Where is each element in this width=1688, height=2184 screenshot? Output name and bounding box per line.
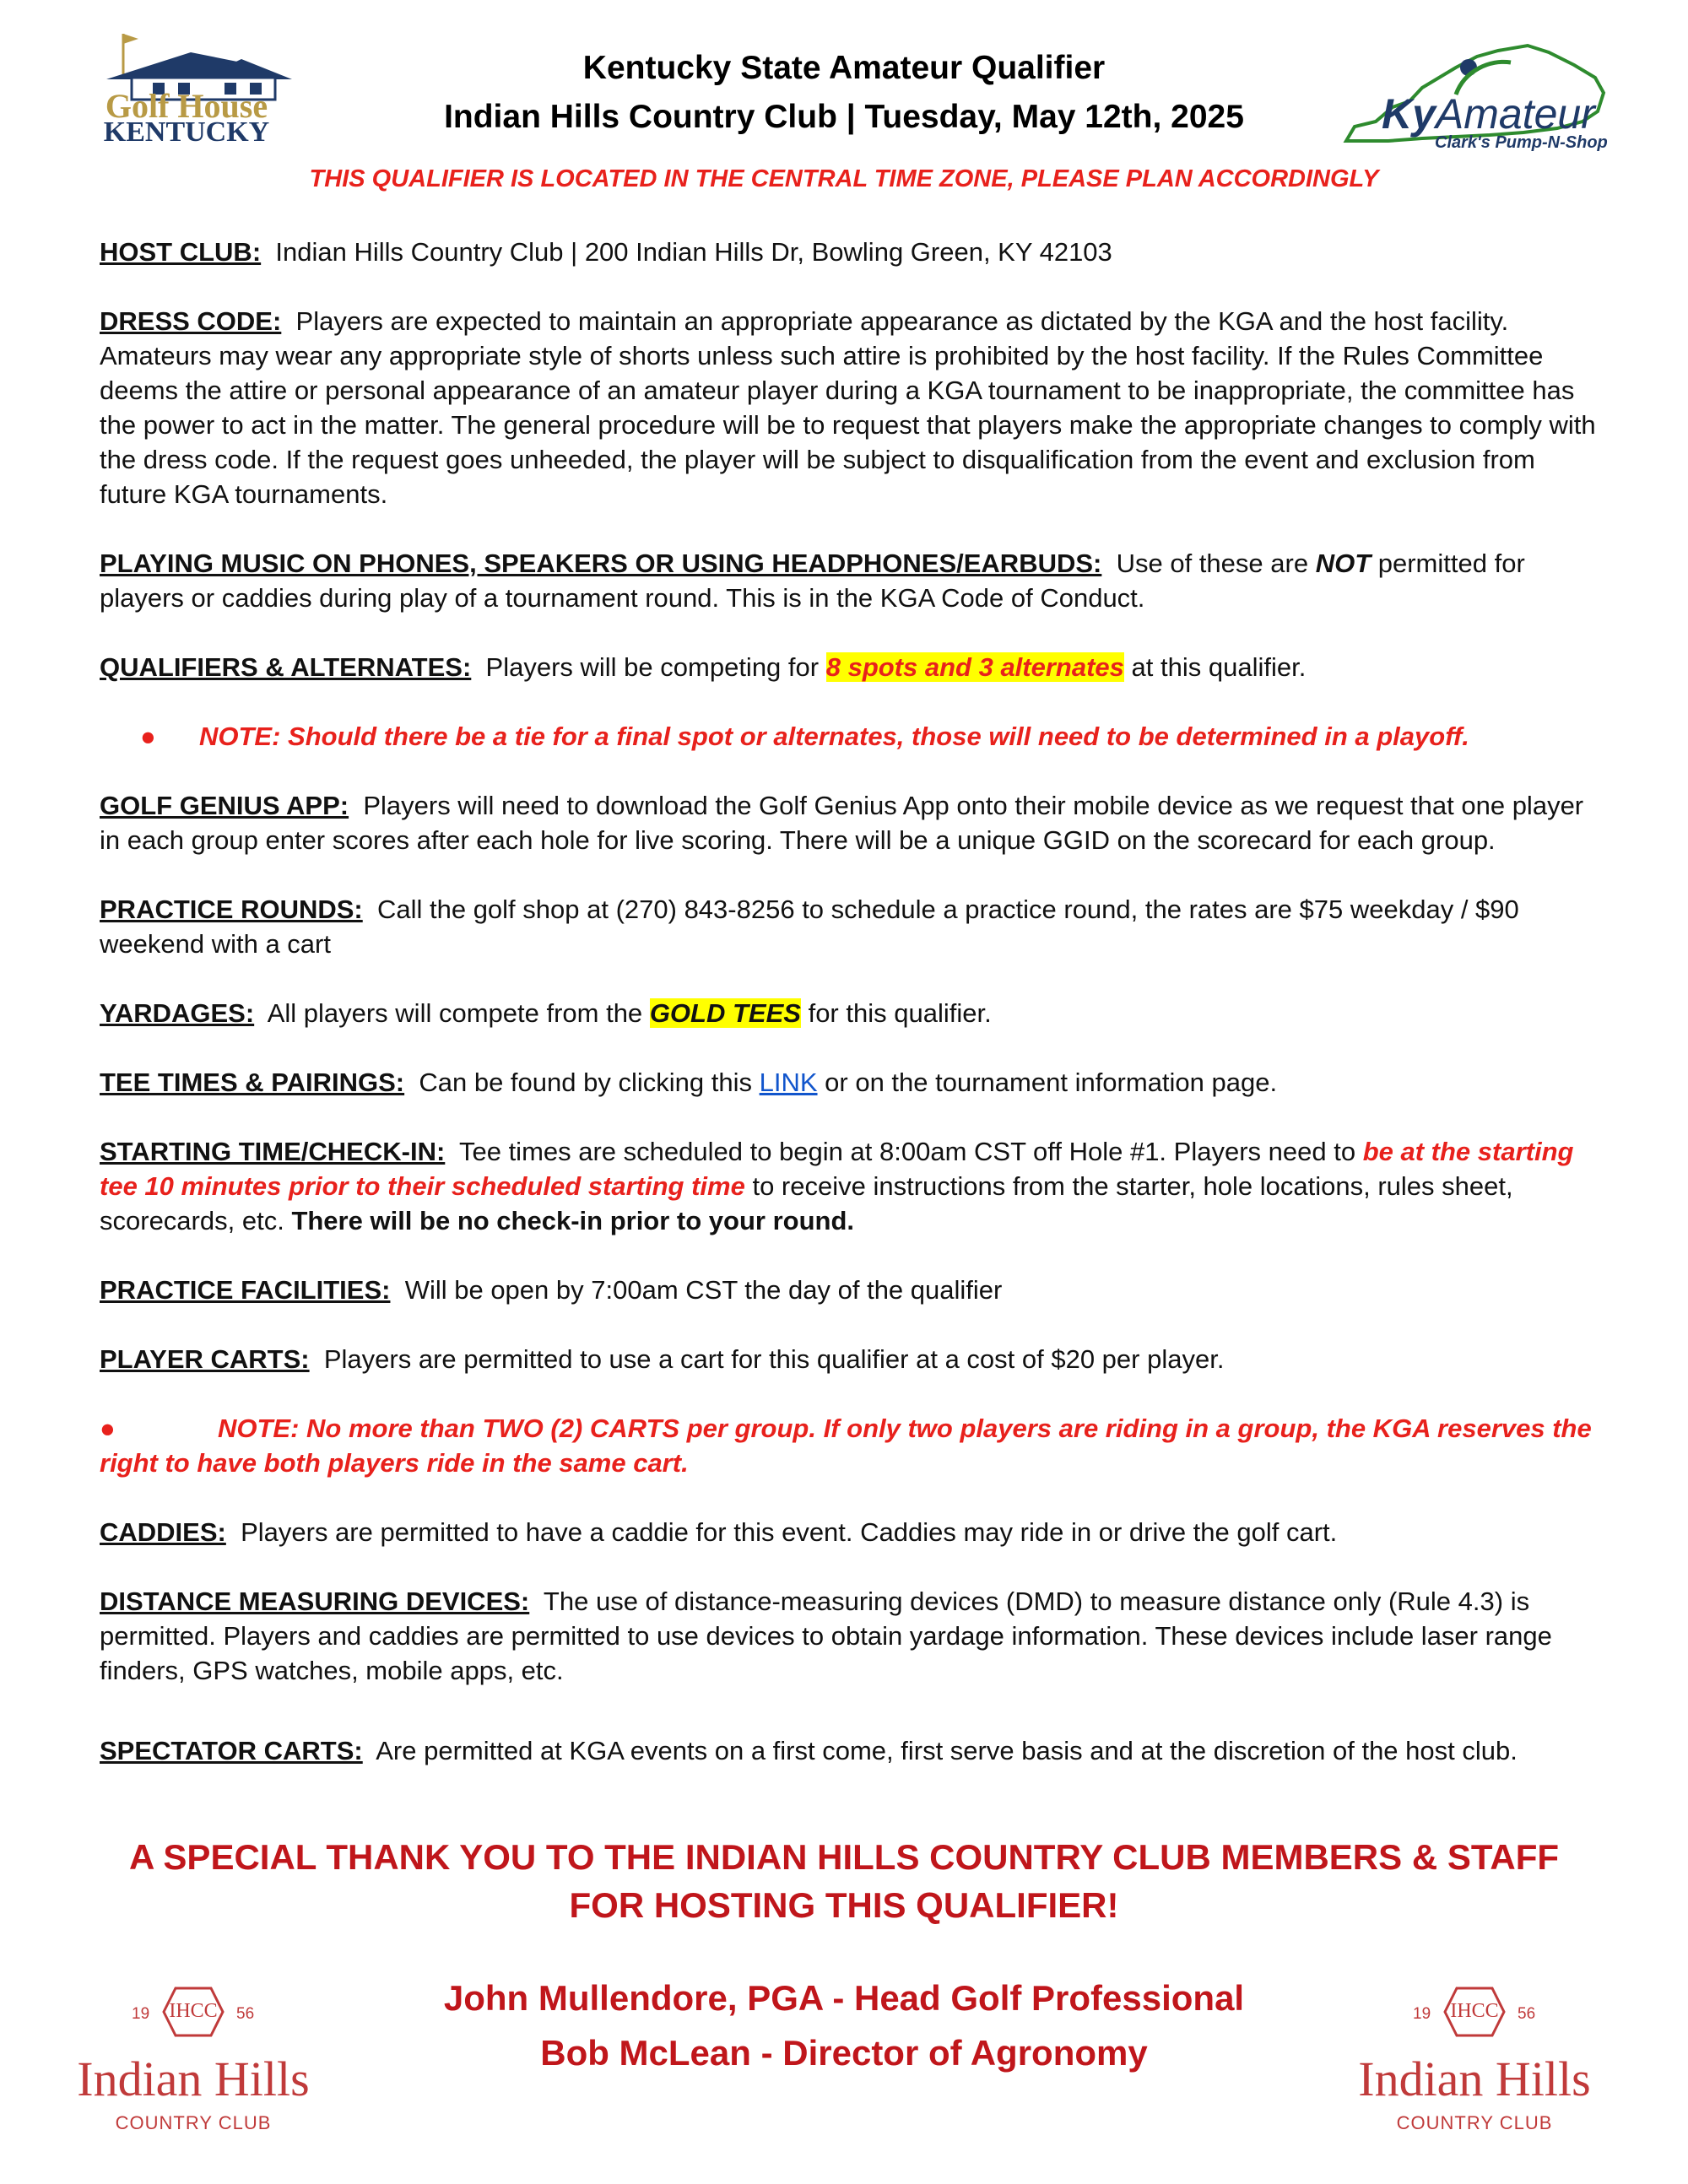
staff-line-2: Bob McLean - Director of Agronomy <box>540 2033 1148 2073</box>
practice-rounds-text: Call the golf shop at (270) 843-8256 to schedule a practice round, the rates are $75 weekday / $90 weekend with a cart <box>100 895 1519 959</box>
ihcc-year-left: 19 <box>1413 2005 1431 2023</box>
player-carts-text: Players are permitted to use a cart for this qualifier at a cost of $20 per player. <box>323 1344 1225 1374</box>
yardages-section <box>100 996 1602 1030</box>
ky-amateur-wordmark <box>1382 89 1595 138</box>
dress-code-text: Players are expected to maintain an appropriate appearance as dictated by the KGA and the host facility. Amateurs may wear any appropriate style of shorts unless such attire is prohibited by the host facility. If the Rules Committee deems the attire or personal appearance of an amateur player during a KGA tournament to be inappropriate, the committee has the power to act in the matter. The general procedure will be to request that players make the appropriate changes to comply with the dress code. If the request goes unheeded, the player will be subject to disqualification from the event and exclusion from future KGA tournaments. <box>100 306 1596 509</box>
indian-hills-logo-right <box>1335 1983 1614 2143</box>
ihcc-year-right: 56 <box>1518 2005 1536 2023</box>
ihcc-year-left: 19 <box>132 2005 150 2023</box>
music-emphasis: NOT <box>1315 549 1372 578</box>
caddies-heading: CADDIES: <box>100 1517 226 1547</box>
qualifiers-heading: QUALIFIERS & ALTERNATES: <box>100 652 472 682</box>
golf-house-logo-text: Golf House <box>105 87 268 125</box>
player-carts-heading: PLAYER CARTS: <box>100 1344 310 1374</box>
ky-amateur-word-text: Amateur <box>1435 90 1595 138</box>
ihcc-subtitle: COUNTRY CLUB <box>1396 2112 1553 2133</box>
ky-amateur-ky-text: Ky <box>1382 90 1436 138</box>
golf-house-kentucky-logo <box>73 27 300 148</box>
ihcc-subtitle: COUNTRY CLUB <box>115 2112 272 2133</box>
qualifiers-spots-highlight: 8 spots and 3 alternates <box>825 652 1124 682</box>
staff-line-1: John Mullendore, PGA - Head Golf Professional <box>443 1978 1245 2018</box>
thank-you-message <box>51 1833 1637 1929</box>
no-checkin-text: There will be no check-in prior to your round. <box>291 1206 854 1235</box>
thank-you-line-1: A SPECIAL THANK YOU TO THE INDIAN HILLS COUNTRY CLUB MEMBERS & STAFF <box>128 1837 1560 1877</box>
golf-genius-text: Players will need to download the Golf Genius App onto their mobile device as we request that one player in each group enter scores after each hole for live scoring. There will be a unique GGID on the scorecard for each group. <box>100 791 1584 855</box>
starting-time-text-b: to receive instructions from the starter, hole locations, rules sheet, scorecards, etc. <box>100 1171 1513 1235</box>
staff-credits <box>338 1970 1350 2080</box>
spectator-carts-heading: SPECTATOR CARTS: <box>100 1736 363 1765</box>
yardages-text-a: All players will compete from the <box>267 998 643 1028</box>
timezone-notice: THIS QUALIFIER IS LOCATED IN THE CENTRAL TIME ZONE, PLEASE PLAN ACCORDINGLY <box>309 165 1379 192</box>
title-line-1: Kentucky State Amateur Qualifier <box>582 50 1106 86</box>
bullet-icon: ● <box>140 722 156 751</box>
tee-times-text-b: or on the tournament information page. <box>825 1068 1278 1097</box>
music-text-b: permitted for players or caddies during play of a tournament round. This is in the KGA Code of Conduct. <box>100 549 1525 613</box>
music-section <box>100 546 1602 615</box>
dmd-section <box>100 1584 1602 1688</box>
yardages-heading: YARDAGES: <box>100 998 255 1028</box>
thank-you-line-2: FOR HOSTING THIS QUALIFIER! <box>569 1885 1119 1925</box>
dress-code-section <box>100 304 1602 511</box>
starting-time-text-a: Tee times are scheduled to begin at 8:00am CST off Hole #1. Players need to <box>458 1137 1356 1166</box>
practice-facilities-section <box>100 1273 1602 1307</box>
cart-limit-note <box>100 1411 1602 1480</box>
page-title <box>338 44 1350 142</box>
spectator-carts-section <box>100 1733 1602 1768</box>
practice-rounds-section <box>100 892 1602 961</box>
document-body <box>100 235 1602 1803</box>
host-club-heading: HOST CLUB: <box>100 237 262 267</box>
host-club-text: Indian Hills Country Club | 200 Indian Hills Dr, Bowling Green, KY 42103 <box>275 237 1112 267</box>
tee-times-link[interactable]: LINK <box>759 1068 818 1097</box>
starting-time-heading: STARTING TIME/CHECK-IN: <box>100 1137 446 1166</box>
playoff-note-text: NOTE: Should there be a tie for a final spot or alternates, those will need to be determined in a playoff. <box>199 722 1469 751</box>
tee-times-section <box>100 1065 1602 1100</box>
title-line-2: Indian Hills Country Club | Tuesday, May 12th, 2025 <box>444 99 1244 135</box>
tee-times-text-a: Can be found by clicking this <box>419 1068 752 1097</box>
ky-amateur-logo <box>1329 27 1616 162</box>
ky-amateur-sponsor-text: Clark's Pump-N-Shop <box>1435 133 1608 152</box>
caddies-text: Players are permitted to have a caddie for this event. Caddies may ride in or drive the golf cart. <box>241 1517 1338 1547</box>
qualifiers-section <box>100 650 1602 684</box>
kentucky-logo-text: KENTUCKY <box>103 116 270 148</box>
music-text-a: Use of these are <box>1116 549 1309 578</box>
cart-limit-note-text: NOTE: No more than TWO (2) CARTS per group. If only two players are riding in a group, the KGA reserves the right to have both players ride in the same cart. <box>100 1414 1592 1478</box>
host-club-section <box>100 235 1602 269</box>
yardages-text-b: for this qualifier. <box>808 998 992 1028</box>
dmd-heading: DISTANCE MEASURING DEVICES: <box>100 1587 530 1616</box>
bullet-icon: ● <box>100 1414 116 1443</box>
player-carts-section <box>100 1342 1602 1376</box>
caddies-section <box>100 1515 1602 1549</box>
tee-times-heading: TEE TIMES & PAIRINGS: <box>100 1068 405 1097</box>
ihcc-initials: IHCC <box>1450 2000 1499 2022</box>
ihcc-name: Indian Hills <box>77 2052 310 2106</box>
spectator-carts-text: Are permitted at KGA events on a first come, first serve basis and at the discretion of the host club. <box>376 1736 1518 1765</box>
gold-tees-highlight: GOLD TEES <box>649 998 801 1028</box>
golf-genius-heading: GOLF GENIUS APP: <box>100 791 349 820</box>
practice-facilities-text: Will be open by 7:00am CST the day of the qualifier <box>404 1275 1003 1305</box>
starting-time-section <box>100 1134 1602 1238</box>
qualifiers-text-b: at this qualifier. <box>1131 652 1307 682</box>
music-heading: PLAYING MUSIC ON PHONES, SPEAKERS OR USING HEADPHONES/EARBUDS: <box>100 549 1102 578</box>
practice-rounds-heading: PRACTICE ROUNDS: <box>100 895 363 924</box>
starting-time-red-text: be at the starting tee 10 minutes prior to their scheduled starting time <box>100 1137 1574 1201</box>
ihcc-year-right: 56 <box>236 2005 255 2023</box>
playoff-note <box>100 719 1602 754</box>
dmd-text: The use of distance-measuring devices (DMD) to measure distance only (Rule 4.3) is permitted. Players and caddies are permitted to use devices to obtain yardage information. These devices include laser range finders, GPS watches, mobile apps, etc. <box>100 1587 1552 1685</box>
ihcc-initials: IHCC <box>169 2000 218 2022</box>
indian-hills-logo-left <box>54 1983 333 2143</box>
ihcc-name: Indian Hills <box>1358 2052 1591 2106</box>
practice-facilities-heading: PRACTICE FACILITIES: <box>100 1275 391 1305</box>
dress-code-heading: DRESS CODE: <box>100 306 282 336</box>
golf-genius-section <box>100 788 1602 857</box>
qualifiers-text-a: Players will be competing for <box>485 652 820 682</box>
